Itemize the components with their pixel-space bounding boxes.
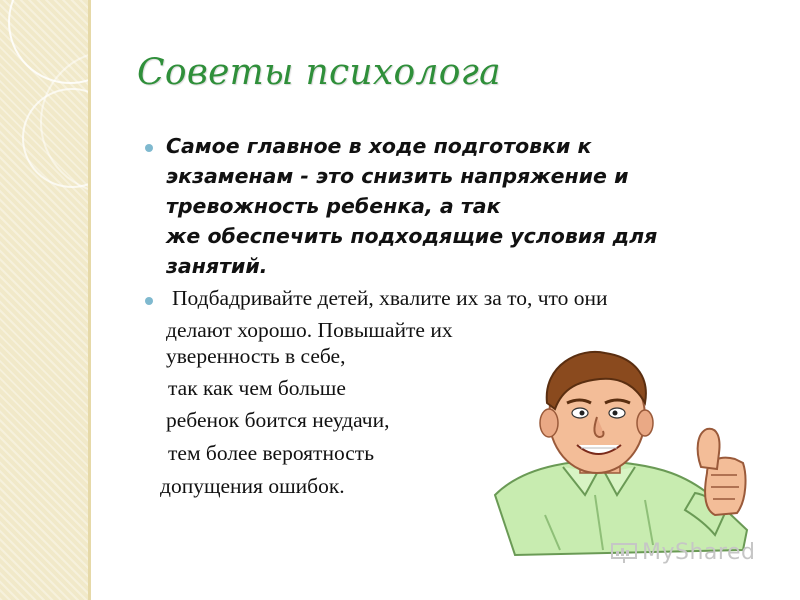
paragraph-line: допущения ошибок. <box>160 474 345 498</box>
decorative-left-band <box>0 0 88 600</box>
paragraph-line: делают хорошо. Повышайте их <box>166 318 453 342</box>
paragraph-line: ребенок боится неудачи, <box>166 408 390 432</box>
paragraph-line: же обеспечить подходящие условия для <box>166 224 658 248</box>
paragraph-line: занятий. <box>166 254 268 278</box>
paragraph-line: Самое главное в ходе подготовки к <box>166 134 592 158</box>
paragraph-line: экзаменам - это снизить напряжение и <box>166 164 629 188</box>
decorative-circle <box>22 88 88 188</box>
paragraph-line: Подбадривайте детей, хвалите их за то, что они <box>172 286 608 310</box>
bullet-icon <box>145 144 153 152</box>
presentation-icon <box>610 542 638 564</box>
bullet-icon <box>145 297 153 305</box>
slide-title: Советы психолога <box>137 52 501 93</box>
paragraph-line: тем более вероятность <box>168 441 374 465</box>
thumbs-up-man-illustration <box>485 345 765 560</box>
paragraph-line: уверенность в себе, <box>166 344 346 368</box>
watermark <box>610 540 755 565</box>
watermark-text: MyShared <box>642 540 756 565</box>
paragraph-line: так как чем больше <box>168 376 346 400</box>
band-edge-divider <box>88 0 91 600</box>
advice-paragraph-main <box>166 131 746 281</box>
paragraph-line: тревожность ребенка, а так <box>166 194 501 218</box>
